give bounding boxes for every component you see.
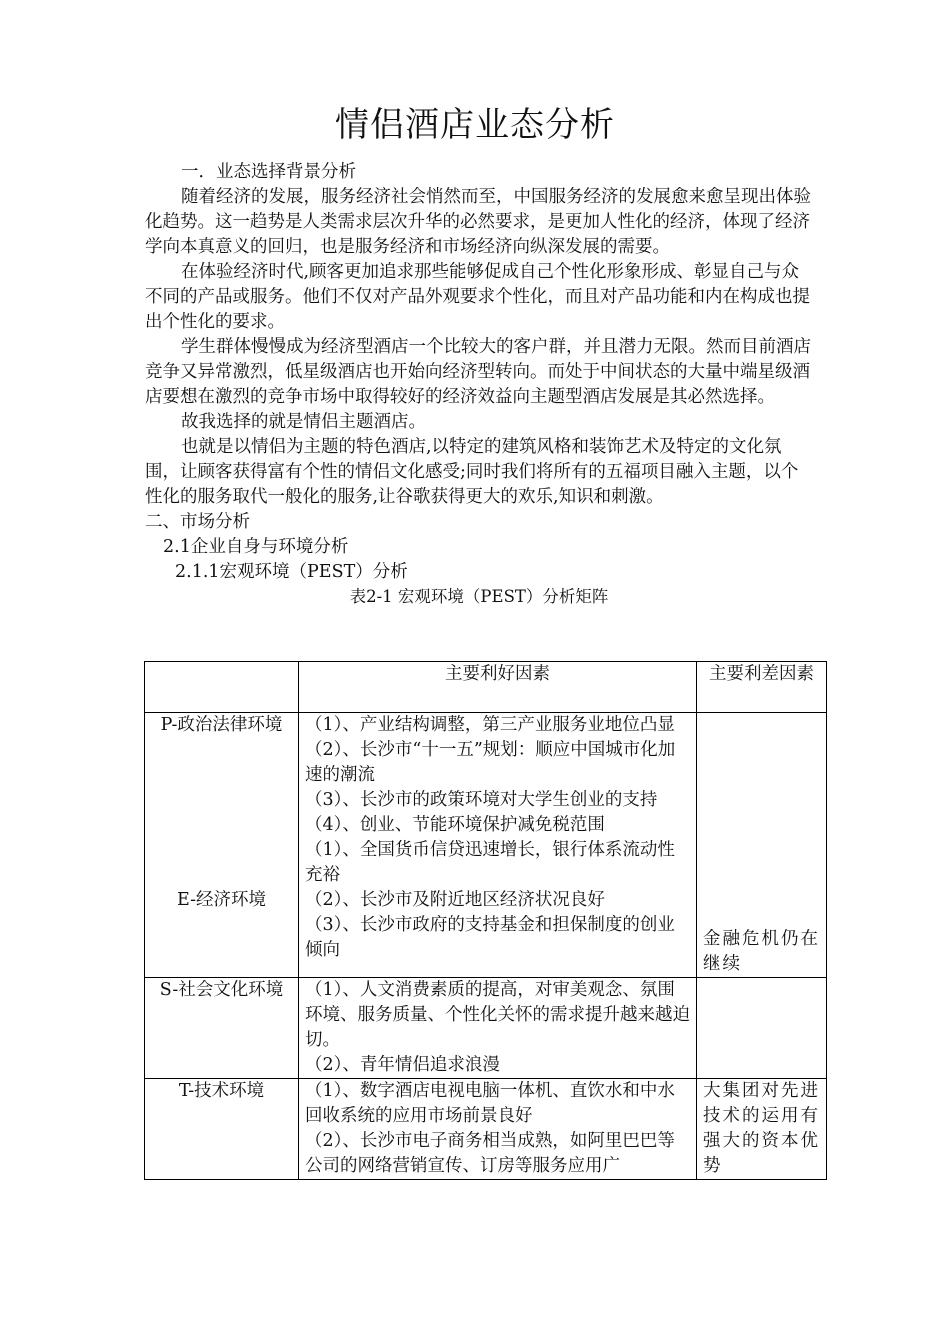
list-item: （4）、创业、节能环境保护减免税范围: [305, 815, 605, 835]
pest-table: [144, 661, 827, 1180]
document-body: [145, 160, 813, 609]
label-economic: E-经济环境: [176, 890, 266, 910]
unfavorable-cell: [697, 713, 827, 978]
header-empty-cell: [145, 662, 299, 713]
row-label-technology: T-技术环境: [145, 1079, 299, 1180]
subsection-heading-2-1: 2.1企业自身与环境分析: [163, 537, 349, 557]
header-favorable: 主要利好因素: [299, 662, 697, 713]
row-label-social: S-社会文化环境: [145, 978, 299, 1079]
list-item: （1）、人文消费素质的提高，对审美观念、氛围环境、服务质量、个性化关怀的需求提升越来越迫切。: [305, 980, 690, 1050]
favorable-cell: [299, 713, 697, 978]
table-row: [145, 978, 827, 1079]
list-item: （3）、长沙市政府的支持基金和担保制度的创业倾向: [305, 915, 675, 960]
unfavorable-text: 金融危机仍在继续: [703, 929, 820, 974]
list-item: （3）、长沙市的政策环境对大学生创业的支持: [305, 790, 658, 810]
paragraph-2: 在体验经济时代,顾客更加追求那些能够促成自己个性化形象形成、彰显自己与众不同的产品或服务。他们不仅对产品外观要求个性化，而且对产品功能和内在构成也提出个性化的要求。: [145, 262, 810, 332]
list-item: （1）、产业结构调整，第三产业服务业地位凸显: [305, 715, 675, 735]
list-item: （1）、数字酒店电视电脑一体机、直饮水和中水回收系统的应用市场前景良好: [305, 1081, 675, 1126]
favorable-cell: [299, 1079, 697, 1180]
table-row: [145, 713, 827, 978]
paragraph-5: 也就是以情侣为主题的特色酒店,以特定的建筑风格和装饰艺术及特定的文化氛围，让顾客获得富有个性的情侣文化感受;同时我们将所有的五福项目融入主题，以个性化的服务取代一般化的服务,让谷歌获得更大的欢乐,知识和刺激。: [145, 437, 799, 507]
table-row: [145, 1079, 827, 1180]
list-item: （1）、全国货币信贷迅速增长，银行体系流动性充裕: [305, 840, 675, 885]
list-item: （2）、长沙市电子商务相当成熟，如阿里巴巴等公司的网络营销宣传、订房等服务应用广: [305, 1131, 675, 1176]
table-header-row: [145, 662, 827, 713]
section-heading-2: 二、市场分析: [145, 512, 250, 532]
favorable-cell: [299, 978, 697, 1079]
subsection-heading-2-1-1: 2.1.1宏观环境（PEST）分析: [175, 562, 408, 582]
unfavorable-cell: [697, 1079, 827, 1180]
section-heading-1: 一．业态选择背景分析: [181, 162, 356, 182]
table-caption: 表2-1 宏观环境（PEST）分析矩阵: [349, 587, 609, 606]
label-political: P-政治法律环境: [160, 715, 283, 735]
header-unfavorable: 主要利差因素: [697, 662, 827, 713]
paragraph-1: 随着经济的发展，服务经济社会悄然而至，中国服务经济的发展愈来愈呈现出体验化趋势。这一趋势是人类需求层次升华的必然要求，是更加人性化的经济，体现了经济学向本真意义的回归，也是服务经济和市场经济向纵深发展的需要。: [145, 187, 811, 257]
document-title: 情侣酒店业态分析: [335, 105, 615, 145]
list-item: （2）、青年情侣追求浪漫: [305, 1055, 500, 1075]
unfavorable-cell: [697, 978, 827, 1079]
list-item: （2）、长沙市及附近地区经济状况良好: [305, 890, 605, 910]
row-label-cell: [145, 713, 299, 978]
unfavorable-text: 大集团对先进技术的运用有强大的资本优势: [703, 1081, 820, 1176]
paragraph-4: 故我选择的就是情侣主题酒店。: [181, 412, 426, 432]
list-item: （2）、长沙市“十一五”规划：顺应中国城市化加速的潮流: [305, 740, 676, 785]
paragraph-3: 学生群体慢慢成为经济型酒店一个比较大的客户群，并且潜力无限。然而目前酒店竞争又异常激烈，低星级酒店也开始向经济型转向。而处于中间状态的大量中端星级酒店要想在激烈的竞争市场中取得较好的经济效益向主题型酒店发展是其必然选择。: [145, 337, 811, 407]
